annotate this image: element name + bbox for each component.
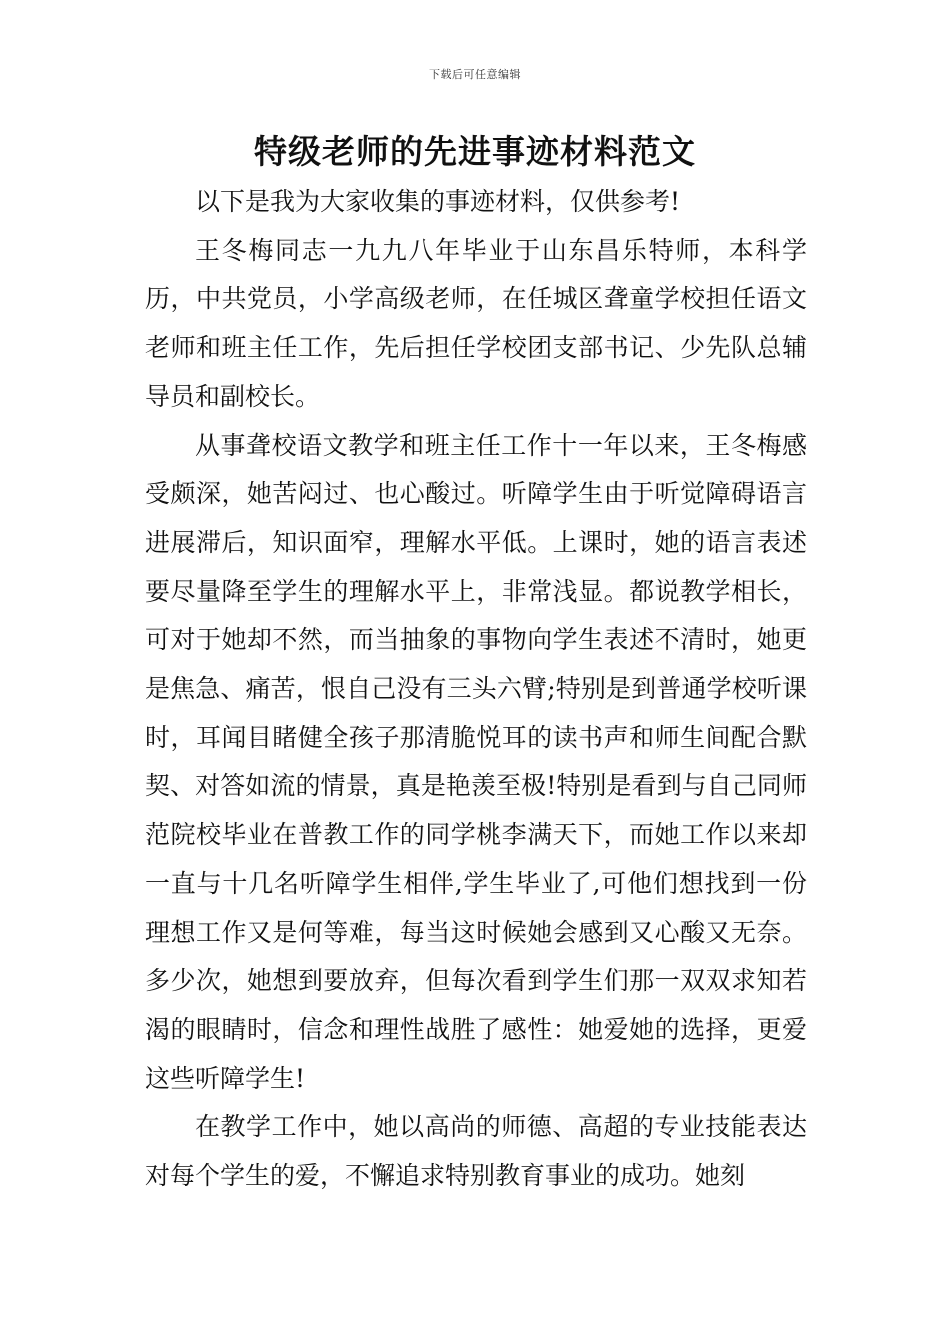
document-body bbox=[145, 178, 807, 1201]
paragraph-profile: 王冬梅同志一九九八年毕业于山东昌乐特师，本科学历，中共党员，小学高级老师，在任城区聋童学校担任语文老师和班主任工作，先后担任学校团支部书记、少先队总辅导员和副校长。 bbox=[145, 235, 807, 411]
paragraph-experience: 从事聋校语文教学和班主任工作十一年以来，王冬梅感受颇深，她苦闷过、也心酸过。听障学生由于听觉障碍语言进展滞后，知识面窄，理解水平低。上课时，她的语言表述要尽量降至学生的理解水平上，非常浅显。都说教学相长，可对于她却不然，而当抽象的事物向学生表述不清时，她更是焦急、痛苦，恨自己没有三头六臂;特别是到普通学校听课时，耳闻目睹健全孩子那清脆悦耳的读书声和师生间配合默契、对答如流的情景，真是艳羡至极!特别是看到与自己同师范院校毕业在普教工作的同学桃李满天下，而她工作以来却一直与十几名听障学生相伴,学生毕业了,可他们想找到一份理想工作又是何等难，每当这时候她会感到又心酸又无奈。多少次，她想到要放弃，但每次看到学生们那一双双求知若渴的眼睛时，信念和理性战胜了感性：她爱她的选择，更爱这些听障学生! bbox=[145, 430, 807, 1093]
header-note: 下载后可任意编辑 bbox=[429, 68, 521, 81]
paragraph-intro: 以下是我为大家收集的事迹材料，仅供参考! bbox=[195, 187, 681, 216]
paragraph-teaching: 在教学工作中，她以高尚的师德、高超的专业技能表达对每个学生的爱，不懈追求特别教育事业的成功。她刻 bbox=[145, 1112, 807, 1191]
document-title: 特级老师的先进事迹材料范文 bbox=[254, 132, 696, 171]
